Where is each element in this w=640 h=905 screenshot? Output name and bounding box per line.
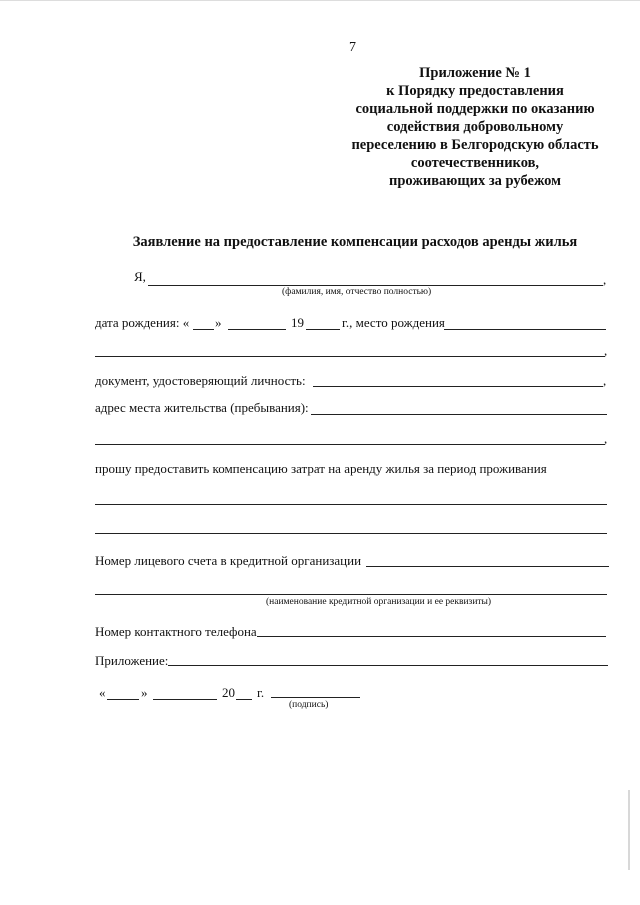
- address-line[interactable]: [311, 414, 607, 415]
- annex-header: [330, 64, 620, 190]
- dob-year-prefix: 19: [291, 315, 304, 330]
- date-close-quote: »: [141, 685, 148, 700]
- address-label: адрес места жительства (пребывания):: [95, 400, 309, 415]
- birthplace-comma: ,: [604, 343, 608, 358]
- form-title: Заявление на предоставление компенсации расходов аренды жилья: [132, 234, 578, 250]
- page-number: 7: [349, 40, 356, 55]
- id-doc-line[interactable]: [313, 386, 603, 387]
- date-year-line[interactable]: [236, 699, 252, 700]
- signature-line[interactable]: [271, 697, 360, 698]
- date-year-prefix: 20: [222, 685, 235, 700]
- scan-edge-right: [628, 790, 630, 870]
- dob-month-line[interactable]: [228, 329, 286, 330]
- attachment-line[interactable]: [168, 665, 608, 666]
- birthplace-line[interactable]: [444, 329, 606, 330]
- dob-year-line[interactable]: [306, 329, 340, 330]
- signature-hint: (подпись): [289, 700, 329, 710]
- annex-line: к Порядку предоставления: [386, 83, 564, 99]
- annex-line: содействия добровольному: [386, 119, 564, 135]
- dob-day-line[interactable]: [193, 329, 214, 330]
- annex-line: социальной поддержки по оказанию: [355, 101, 595, 117]
- address-line-2[interactable]: [95, 444, 605, 445]
- fio-hint: (фамилия, имя, отчество полностью): [282, 287, 432, 297]
- request-text: прошу предоставить компенсацию затрат на аренду жилья за период проживания: [95, 461, 547, 476]
- dob-quote-close: »: [215, 315, 222, 330]
- period-line-2[interactable]: [95, 533, 607, 534]
- dob-label: дата рождения: «: [95, 315, 190, 330]
- period-line-1[interactable]: [95, 504, 607, 505]
- fio-line[interactable]: [148, 285, 603, 286]
- attachment-label: Приложение:: [95, 653, 169, 668]
- fio-comma: ,: [603, 272, 607, 287]
- ya-label: Я,: [134, 269, 146, 284]
- address-comma: ,: [604, 431, 608, 446]
- birthplace-line-2[interactable]: [95, 356, 605, 357]
- bank-line[interactable]: [95, 594, 607, 595]
- phone-line[interactable]: [257, 636, 606, 637]
- annex-line: Приложение № 1: [419, 65, 531, 81]
- date-day-line[interactable]: [107, 699, 139, 700]
- date-month-line[interactable]: [153, 699, 217, 700]
- annex-line: соотечественников,: [410, 155, 540, 171]
- account-label: Номер лицевого счета в кредитной организации: [95, 553, 362, 568]
- annex-line: проживающих за рубежом: [389, 173, 561, 189]
- scan-edge-top: [0, 0, 640, 1]
- account-line[interactable]: [366, 566, 609, 567]
- id-doc-label: документ, удостоверяющий личность:: [95, 373, 306, 388]
- dob-year-suffix: г., место рождения: [342, 315, 445, 330]
- date-open-quote: «: [99, 685, 106, 700]
- annex-line: переселению в Белгородскую область: [351, 137, 599, 153]
- phone-label: Номер контактного телефона: [95, 624, 257, 639]
- id-doc-comma: ,: [603, 373, 607, 388]
- date-year-suffix: г.: [257, 685, 265, 700]
- bank-hint: (наименование кредитной организации и ее реквизиты): [266, 597, 492, 607]
